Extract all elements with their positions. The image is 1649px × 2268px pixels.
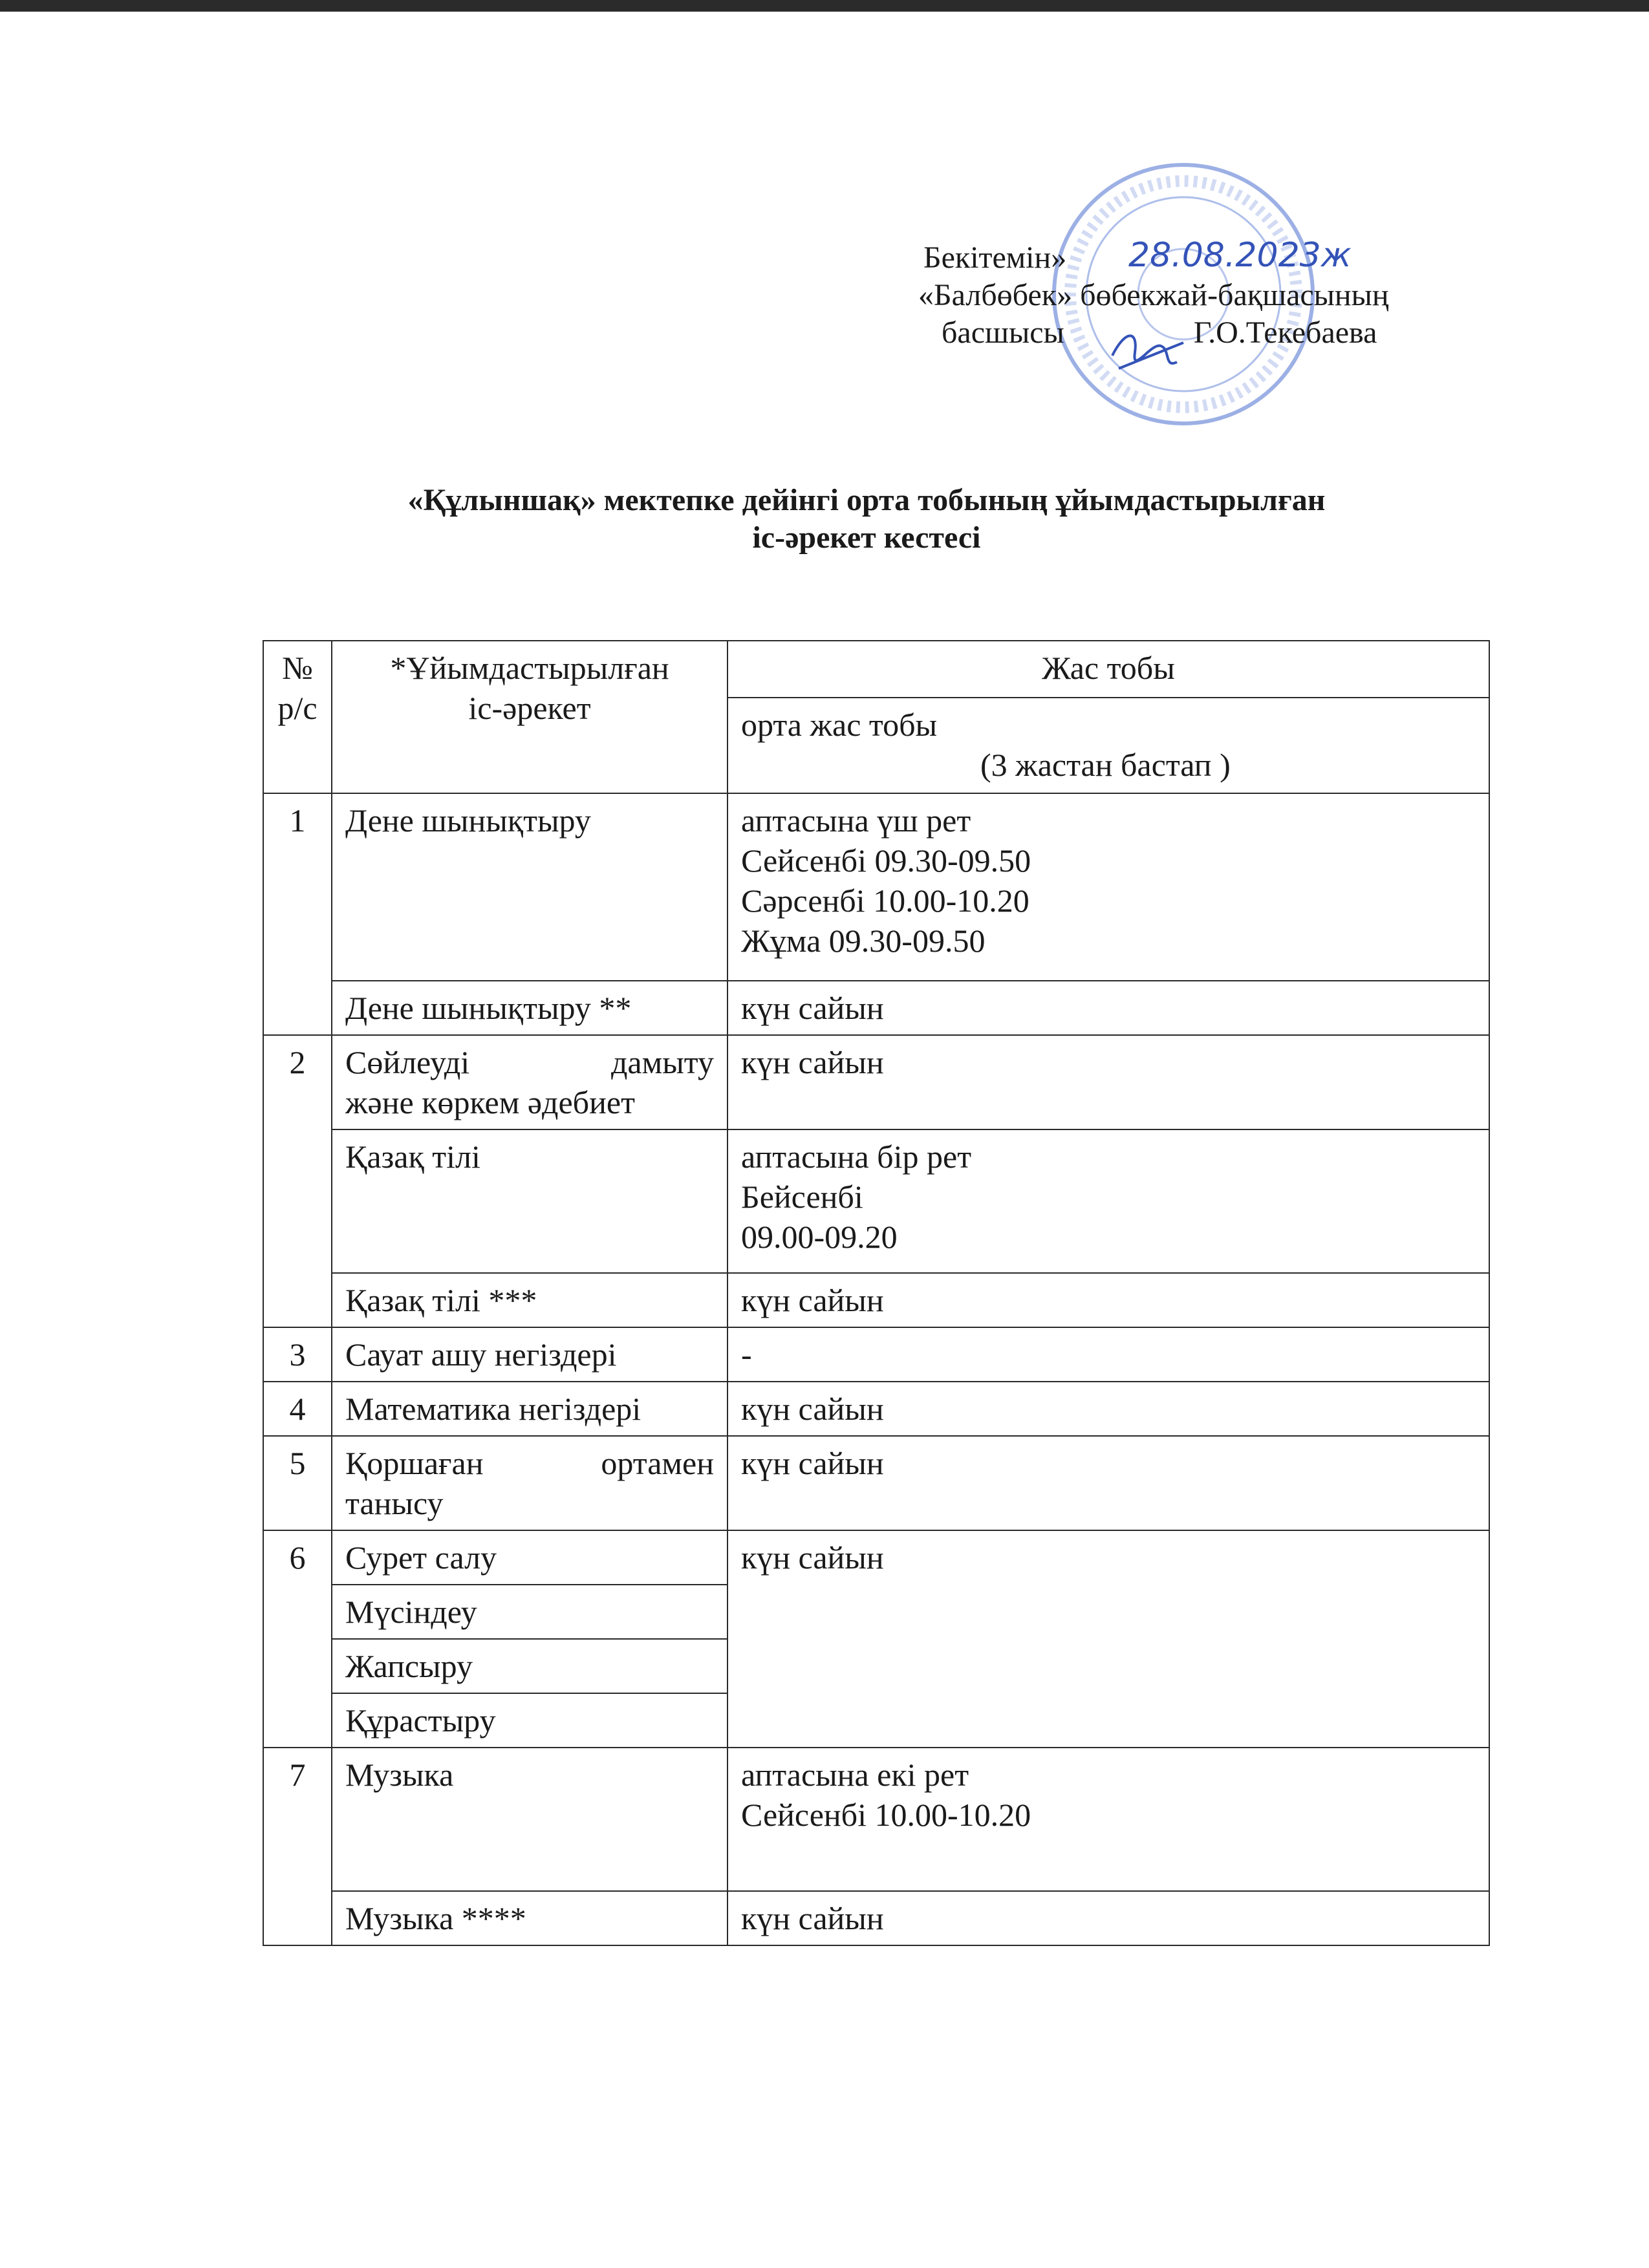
row-schedule: күн сайын	[727, 1891, 1489, 1945]
approval-block	[918, 239, 1513, 352]
table-row	[263, 1327, 1489, 1382]
row-activity: Жапсыру	[332, 1639, 727, 1693]
table-row	[263, 1436, 1489, 1530]
row-activity: Математика негіздері	[332, 1382, 727, 1436]
row-activity: Сауат ашу негіздері	[332, 1327, 727, 1382]
row-schedule: күн сайын	[727, 981, 1489, 1035]
header-age-group: Жас тобы	[727, 641, 1489, 698]
row-num: 4	[263, 1382, 332, 1436]
row-num: 2	[263, 1035, 332, 1327]
row-schedule: аптасына үш рет Сейсенбі 09.30-09.50 Сәрсенбі 10.00-10.20 Жұма 09.30-09.50	[727, 793, 1489, 981]
table-row	[263, 793, 1489, 981]
table-row	[263, 1382, 1489, 1436]
approval-line-2: «Балбөбек» бөбекжай-бақшасының	[918, 278, 1389, 312]
scan-top-edge	[0, 0, 1649, 12]
approval-line-1: Бекітемін»	[923, 241, 1067, 275]
row-activity: Дене шынықтыру	[332, 793, 727, 981]
row-activity: Мүсіндеу	[332, 1585, 727, 1639]
table-row	[263, 1273, 1489, 1327]
title-line-1: «Құлыншақ» мектепке дейінгі орта тобының ұйымдастырылған	[407, 483, 1326, 517]
row-schedule: аптасына екі рет Сейсенбі 10.00-10.20	[727, 1748, 1489, 1891]
row-schedule: күн сайын	[727, 1035, 1489, 1129]
row-schedule: -	[727, 1327, 1489, 1382]
row-num: 6	[263, 1530, 332, 1748]
header-row	[263, 641, 1489, 698]
row-activity: Қоршаған ортамен танысу	[332, 1436, 727, 1530]
header-age-group-value: орта жас тобы (3 жастан бастап )	[727, 698, 1489, 793]
row-num: 1	[263, 793, 332, 1035]
schedule-table	[263, 640, 1490, 1946]
row-activity: Музыка	[332, 1748, 727, 1891]
approval-name: Г.О.Текебаева	[1193, 316, 1377, 350]
table-row	[263, 1129, 1489, 1273]
header-num: № р/с	[263, 641, 332, 793]
table-row	[263, 1035, 1489, 1129]
header-activity: *Ұйымдастырылған іс-әрекет	[332, 641, 727, 793]
approval-line-3	[918, 314, 1513, 352]
approval-role: басшысы	[942, 316, 1064, 350]
row-activity: Музыка ****	[332, 1891, 727, 1945]
row-schedule: күн сайын	[727, 1530, 1489, 1748]
table-row	[263, 1748, 1489, 1891]
row-activity: Қазақ тілі ***	[332, 1273, 727, 1327]
row-schedule: күн сайын	[727, 1273, 1489, 1327]
row-activity: Құрастыру	[332, 1693, 727, 1748]
row-num: 7	[263, 1748, 332, 1945]
row-schedule: күн сайын	[727, 1382, 1489, 1436]
row-activity: Дене шынықтыру **	[332, 981, 727, 1035]
row-schedule: күн сайын	[727, 1436, 1489, 1530]
table-row	[263, 1891, 1489, 1945]
handwritten-date: 28.08.2023ж	[1128, 236, 1352, 275]
table-row	[263, 1530, 1489, 1585]
row-schedule: аптасына бір рет Бейсенбі 09.00-09.20	[727, 1129, 1489, 1273]
document-title	[246, 482, 1487, 557]
table-row	[263, 981, 1489, 1035]
title-line-2: іс-әрекет кестесі	[752, 520, 981, 555]
row-activity: Қазақ тілі	[332, 1129, 727, 1273]
row-activity: Сурет салу	[332, 1530, 727, 1585]
row-num: 5	[263, 1436, 332, 1530]
row-activity: Сөйлеуді дамыту және көркем әдебиет	[332, 1035, 727, 1129]
row-num: 3	[263, 1327, 332, 1382]
